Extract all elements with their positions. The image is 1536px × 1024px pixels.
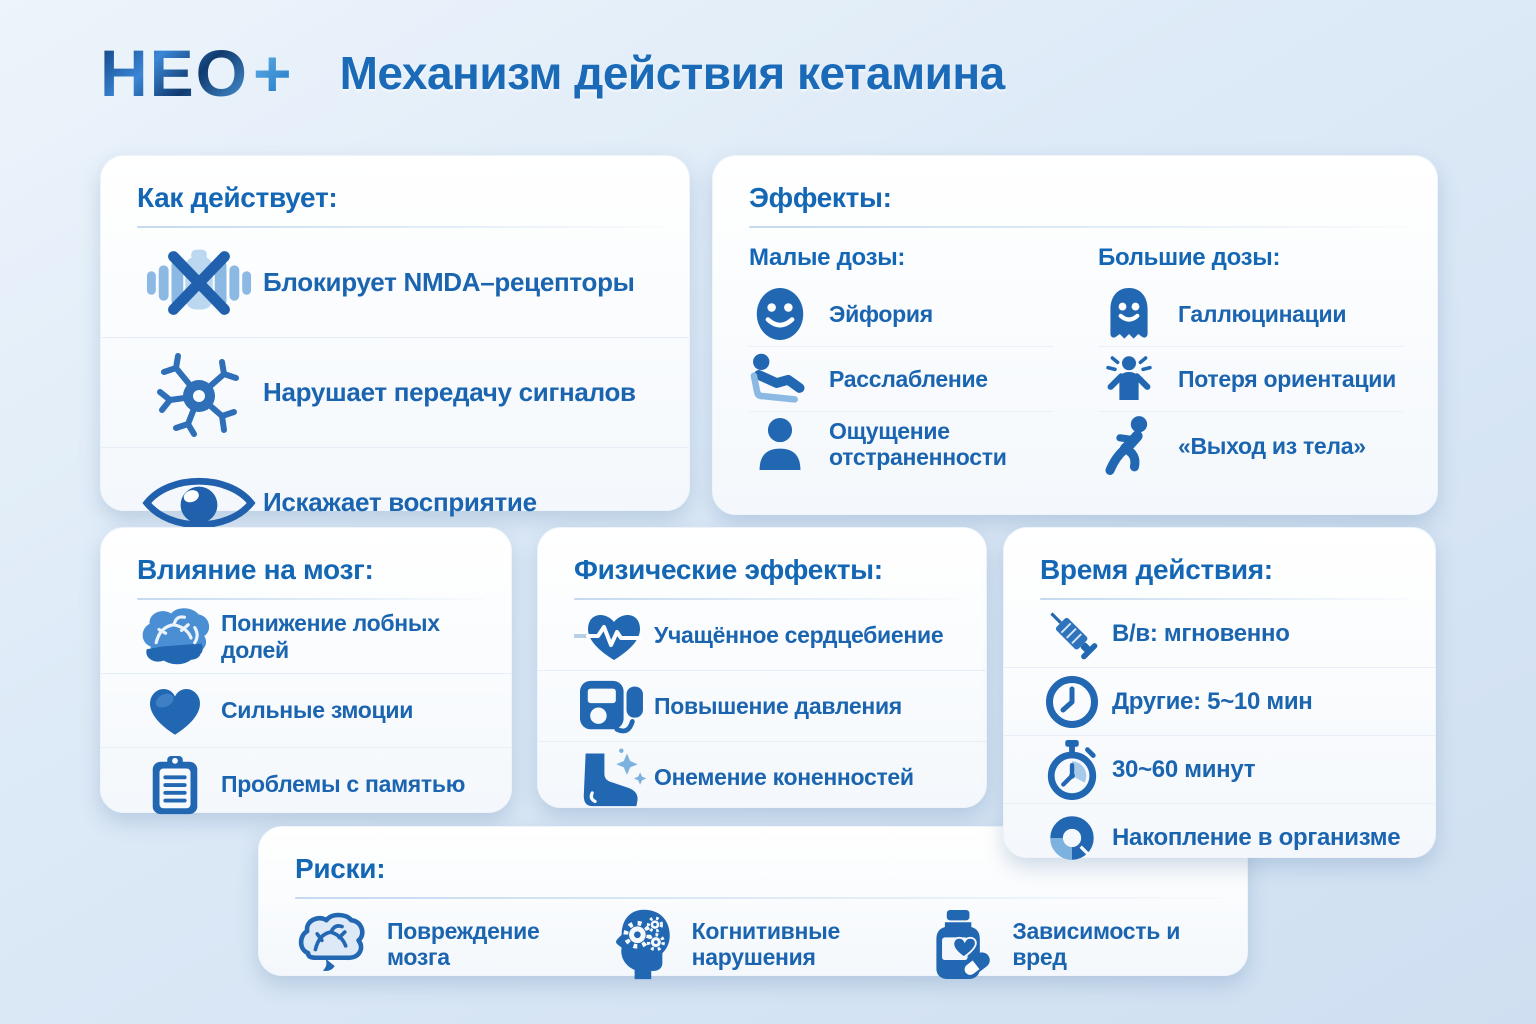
card-duration xyxy=(1003,527,1436,858)
item-label: Зависимость и вред xyxy=(1012,917,1181,970)
list-item xyxy=(749,411,1054,476)
list-item xyxy=(101,228,689,337)
pill-bottle-icon xyxy=(926,908,994,980)
column-title: Большие дозы: xyxy=(1098,244,1281,271)
heartbeat-heart-icon xyxy=(568,605,654,665)
list-item xyxy=(293,911,584,977)
list-item xyxy=(101,337,689,447)
list-item xyxy=(538,741,986,812)
item-label: Эйфория xyxy=(829,300,933,327)
list-item xyxy=(1098,282,1403,346)
clipboard-icon xyxy=(129,754,221,816)
card-effects xyxy=(712,155,1438,515)
card-physical-effects xyxy=(537,527,987,808)
logo-plus-icon: + xyxy=(253,36,294,110)
item-label: Понижение лобных долей xyxy=(221,610,440,663)
card-title: Эффекты: xyxy=(749,182,892,213)
effects-columns xyxy=(713,228,1437,490)
list-item xyxy=(1004,667,1435,735)
item-label: Повреждение мозга xyxy=(387,917,540,970)
person-icon xyxy=(749,415,811,473)
heart-icon xyxy=(129,683,221,739)
list-item xyxy=(1004,803,1435,871)
nmda-receptor-blocked-icon xyxy=(135,243,263,323)
item-label: В/в: мгновенно xyxy=(1112,619,1290,647)
item-label: Другие: 5~10 мин xyxy=(1112,687,1313,715)
donut-chart-icon xyxy=(1032,811,1112,865)
card-title: Влияние на мозг: xyxy=(137,554,374,585)
item-label: Блокирует NMDA–рецепторы xyxy=(263,266,635,297)
list-item xyxy=(101,747,511,821)
item-label: Ощущение отстраненности xyxy=(829,417,1007,470)
card-title: Время действия: xyxy=(1040,554,1273,585)
damaged-brain-icon xyxy=(293,911,369,977)
item-label: Накопление в организме xyxy=(1112,823,1401,851)
card-title: Физические эффекты: xyxy=(574,554,883,585)
stopwatch-icon xyxy=(1032,739,1112,801)
item-label: Галлюцинации xyxy=(1178,300,1347,327)
large-doses-column xyxy=(1098,232,1403,480)
reclining-person-icon xyxy=(749,350,811,408)
syringe-icon xyxy=(1032,604,1112,664)
list-item xyxy=(538,600,986,670)
item-label: 30~60 минут xyxy=(1112,755,1256,783)
list-item xyxy=(749,282,1054,346)
card-title: Риски: xyxy=(295,853,386,884)
numb-foot-icon xyxy=(568,746,654,808)
list-item xyxy=(926,908,1217,980)
logo-text: НЕО xyxy=(100,36,250,110)
item-label: Расслабление xyxy=(829,365,988,392)
list-item xyxy=(1004,600,1435,667)
disoriented-person-icon xyxy=(1098,352,1160,406)
item-label: Сильные змоции xyxy=(221,697,414,724)
neuron-icon xyxy=(135,348,263,438)
item-label: Искажает восприятие xyxy=(263,486,537,517)
neo-plus-logo xyxy=(100,36,294,110)
smiley-icon xyxy=(749,286,811,342)
floating-person-icon xyxy=(1098,414,1160,478)
item-label: Повышение давления xyxy=(654,692,902,719)
brain-icon xyxy=(129,605,221,669)
list-item xyxy=(1098,346,1403,411)
item-label: «Выход из тела» xyxy=(1178,432,1366,459)
column-title: Малые дозы: xyxy=(749,244,906,271)
item-label: Потеря ориентации xyxy=(1178,365,1396,392)
clock-icon xyxy=(1032,674,1112,730)
list-item xyxy=(1004,735,1435,803)
cognitive-head-gears-icon xyxy=(610,907,674,981)
page-title: Механизм действия кетамина xyxy=(339,47,1005,99)
list-item xyxy=(1098,411,1403,480)
card-title: Как действует: xyxy=(137,182,338,213)
list-item xyxy=(538,670,986,741)
item-label: Проблемы с памятью xyxy=(221,771,466,798)
ghost-icon xyxy=(1098,285,1160,343)
item-label: Когнитивные нарушения xyxy=(691,917,840,970)
small-doses-column xyxy=(749,232,1054,480)
blood-pressure-monitor-icon xyxy=(568,675,654,737)
card-how-it-works xyxy=(100,155,690,517)
risks-row xyxy=(259,899,1247,995)
item-label: Онемение коненностей xyxy=(654,763,914,790)
list-item xyxy=(749,346,1054,411)
item-label: Нарушает передачу сигналов xyxy=(263,376,636,407)
item-label: Учащённое сердцебиение xyxy=(654,621,944,648)
header xyxy=(100,36,1005,110)
list-item xyxy=(610,907,901,981)
list-item xyxy=(101,673,511,747)
card-brain-impact xyxy=(100,527,512,813)
list-item xyxy=(101,600,511,673)
